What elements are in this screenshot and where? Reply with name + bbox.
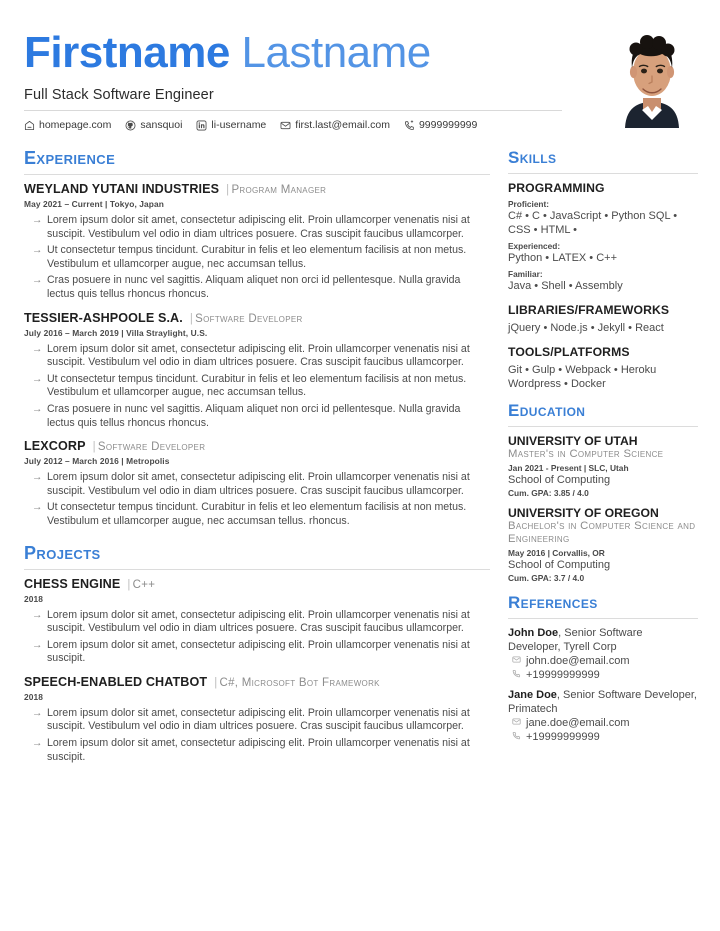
skill-category: PROGRAMMING bbox=[508, 181, 605, 195]
projects-heading: Projects bbox=[24, 542, 101, 563]
entry-bullet bbox=[24, 707, 490, 734]
full-name bbox=[24, 26, 698, 80]
projects-entry-list bbox=[24, 577, 490, 765]
skill-group bbox=[508, 181, 698, 293]
reference-entry bbox=[508, 626, 698, 683]
entry-role bbox=[226, 184, 326, 196]
entry-role-label: Software Developer bbox=[195, 312, 303, 325]
skill-level-label: Experienced: bbox=[508, 241, 561, 251]
skill-level-label: Familiar: bbox=[508, 269, 543, 279]
skill-category: TOOLS/PLATFORMS bbox=[508, 345, 630, 359]
last-name: Lastname bbox=[241, 28, 431, 77]
references-heading: References bbox=[508, 592, 598, 612]
contact-homepage[interactable] bbox=[24, 119, 111, 131]
entry-bullet bbox=[24, 274, 490, 301]
sidebar-column bbox=[504, 148, 698, 773]
entry-bullet-text: Cras posuere in nunc vel sagittis. Aliquam aliquet non orci id pellentesque. Nulla gravida lectus quis tellus rhoncus rhoncus. bbox=[47, 274, 461, 300]
references-rule bbox=[508, 618, 698, 619]
entry-role-separator: | bbox=[226, 184, 230, 196]
contact-github[interactable] bbox=[125, 119, 182, 131]
contact-linkedin[interactable] bbox=[196, 119, 266, 131]
entry-organization: LEXCORP bbox=[24, 439, 86, 454]
entry-bullet bbox=[24, 609, 490, 636]
education-department: School of Computing bbox=[508, 558, 611, 571]
entry-title-row bbox=[24, 182, 490, 196]
entry-role bbox=[93, 441, 206, 453]
arrow-bullet-icon: → bbox=[32, 638, 43, 651]
home-icon bbox=[24, 120, 35, 131]
entry-organization: SPEECH-ENABLED CHATBOT bbox=[24, 674, 208, 689]
education-section bbox=[508, 401, 698, 583]
arrow-bullet-icon: → bbox=[32, 706, 43, 719]
entry-bullet bbox=[24, 737, 490, 764]
entry-role bbox=[214, 677, 380, 689]
education-department: School of Computing bbox=[508, 473, 611, 486]
arrow-bullet-icon: → bbox=[32, 274, 43, 287]
entry-bullet bbox=[24, 214, 490, 241]
skills-section bbox=[508, 148, 698, 391]
entry-role bbox=[190, 313, 303, 325]
references-section bbox=[508, 593, 698, 745]
entry-title-row bbox=[24, 311, 490, 325]
entry-organization: WEYLAND YUTANI INDUSTRIES bbox=[24, 182, 220, 196]
entry-role-separator: | bbox=[214, 676, 218, 689]
reference-name: Jane Doe bbox=[508, 688, 557, 701]
first-name: Firstname bbox=[24, 28, 230, 77]
arrow-bullet-icon: → bbox=[32, 471, 43, 484]
phone-icon bbox=[512, 668, 521, 683]
entry-bullet-list bbox=[24, 214, 490, 302]
skill-item-list: C# • C • JavaScript • Python SQL • CSS • HTML • bbox=[508, 210, 678, 236]
entry-bullet-list bbox=[24, 609, 490, 666]
entry-bullet bbox=[24, 639, 490, 666]
education-gpa: Cum. GPA: 3.85 / 4.0 bbox=[508, 487, 589, 498]
entry-bullet bbox=[24, 343, 490, 370]
skill-item-list: Git • Gulp • Webpack • Heroku Wordpress • Docker bbox=[508, 364, 657, 390]
resume-entry bbox=[24, 577, 490, 666]
entry-role-separator: | bbox=[127, 578, 131, 591]
reference-name-title bbox=[508, 626, 698, 654]
skills-group-list bbox=[508, 181, 698, 391]
entry-bullet-text: Lorem ipsum dolor sit amet, consectetur adipiscing elit. Proin ullamcorper venenatis nisi at suscipit. bbox=[47, 638, 470, 665]
experience-section bbox=[24, 148, 490, 529]
entry-bullet-list bbox=[24, 471, 490, 528]
entry-meta: 2018 bbox=[24, 691, 44, 702]
resume-entry bbox=[24, 311, 490, 431]
entry-role-separator: | bbox=[92, 441, 96, 454]
entry-meta: July 2012 – March 2016 | Metropolis bbox=[24, 456, 170, 467]
resume-entry bbox=[24, 182, 490, 302]
arrow-bullet-icon: → bbox=[32, 244, 43, 257]
reference-title: , Senior Software Developer, Tyrell Corp bbox=[508, 626, 643, 653]
reference-email-label: john.doe@email.com bbox=[526, 654, 630, 667]
entry-bullet-text: Cras posuere in nunc vel sagittis. Aliquam aliquet non orci id pellentesque. Nulla gravida lectus quis tellus rhoncus rhoncus. bbox=[47, 402, 461, 429]
github-icon bbox=[125, 120, 136, 131]
entry-role-label: Program Manager bbox=[231, 184, 327, 196]
reference-title: , Senior Software Developer, Primatech bbox=[508, 688, 697, 715]
entry-bullet-list bbox=[24, 707, 490, 764]
linkedin-icon bbox=[196, 120, 207, 131]
education-school: UNIVERSITY OF UTAH bbox=[508, 434, 638, 448]
contact-phone[interactable] bbox=[404, 119, 477, 131]
entry-bullet-text: Ut consectetur tempus tincidunt. Curabitur in felis et leo elementum facilisis at non metus. Vestibulum et ullamcorper augue, nec accumsan tellus. rhoncus. bbox=[47, 501, 467, 527]
education-meta: May 2016 | Corvallis, OR bbox=[508, 547, 605, 558]
contact-email[interactable] bbox=[280, 119, 390, 131]
skill-item-list: jQuery • Node.js • Jekyll • React bbox=[508, 322, 664, 334]
experience-entry-list bbox=[24, 182, 490, 529]
contact-phone-label: 9999999999 bbox=[418, 119, 478, 131]
arrow-bullet-icon: → bbox=[32, 608, 43, 621]
main-column bbox=[24, 148, 504, 773]
contact-row bbox=[24, 119, 698, 131]
entry-bullet bbox=[24, 244, 490, 271]
skill-level-label: Proficient: bbox=[508, 199, 550, 209]
skills-rule bbox=[508, 173, 698, 174]
projects-rule bbox=[24, 569, 490, 570]
reference-entry bbox=[508, 688, 698, 745]
education-entry-list bbox=[508, 434, 698, 583]
projects-section bbox=[24, 543, 490, 765]
skill-group bbox=[508, 345, 698, 391]
arrow-bullet-icon: → bbox=[32, 402, 43, 415]
reference-email-label: jane.doe@email.com bbox=[526, 716, 630, 729]
education-meta: Jan 2021 - Present | SLC, Utah bbox=[508, 462, 629, 473]
avatar bbox=[602, 24, 702, 132]
entry-bullet bbox=[24, 471, 490, 498]
education-entry bbox=[508, 506, 698, 583]
entry-role-label: C#, Microsoft Bot Framework bbox=[219, 676, 380, 689]
envelope-icon bbox=[512, 716, 521, 731]
entry-role bbox=[127, 579, 155, 591]
entry-bullet-text: Ut consectetur tempus tincidunt. Curabitur in felis et leo elementum facilisis at non metus. Vestibulum et ullamcorper augue, nec accumsan tellus. bbox=[47, 372, 467, 399]
entry-meta: July 2016 – March 2019 | Villa Straylight, U.S. bbox=[24, 327, 208, 338]
entry-role-label: C++ bbox=[132, 578, 156, 591]
entry-bullet-text: Lorem ipsum dolor sit amet, consectetur adipiscing elit. Proin ullamcorper venenatis nisi at suscipit. Vestibulum vel odio in diam ultrices posuere. Cras suscipit faucibus ullamcorper. bbox=[47, 706, 470, 733]
contact-homepage-label: homepage.com bbox=[39, 119, 112, 131]
reference-email[interactable] bbox=[508, 716, 698, 731]
experience-rule bbox=[24, 174, 490, 175]
contact-github-label: sansquoi bbox=[140, 119, 183, 131]
skill-item-list: Python • LATEX • C++ bbox=[508, 252, 617, 264]
entry-title-row bbox=[24, 675, 490, 689]
reference-phone-label: +19999999999 bbox=[526, 731, 600, 743]
entry-bullet-list bbox=[24, 343, 490, 431]
arrow-bullet-icon: → bbox=[32, 214, 43, 226]
reference-email[interactable] bbox=[508, 654, 698, 669]
education-school: UNIVERSITY OF OREGON bbox=[508, 505, 659, 520]
resume-entry bbox=[24, 675, 490, 764]
education-rule bbox=[508, 426, 698, 427]
contact-linkedin-label: li-username bbox=[211, 119, 267, 131]
entry-bullet-text: Lorem ipsum dolor sit amet, consectetur adipiscing elit. Proin ullamcorper venenatis nisi at suscipit. bbox=[47, 737, 470, 763]
entry-bullet bbox=[24, 501, 490, 528]
references-entry-list bbox=[508, 626, 698, 745]
resume-header bbox=[24, 26, 698, 148]
entry-meta: May 2021 – Current | Tokyo, Japan bbox=[24, 199, 165, 209]
entry-bullet bbox=[24, 373, 490, 400]
entry-organization: CHESS ENGINE bbox=[24, 576, 121, 591]
experience-heading: Experience bbox=[24, 148, 116, 168]
arrow-bullet-icon: → bbox=[32, 372, 43, 385]
skill-category: LIBRARIES/FRAMEWORKS bbox=[508, 303, 670, 317]
phone-icon bbox=[512, 730, 521, 745]
envelope-icon bbox=[280, 120, 291, 131]
reference-phone-label: +19999999999 bbox=[526, 669, 600, 681]
entry-organization: TESSIER-ASHPOOLE S.A. bbox=[24, 310, 183, 325]
education-degree: Master's in Computer Science bbox=[508, 448, 664, 460]
education-entry bbox=[508, 434, 698, 498]
phone-icon bbox=[404, 120, 415, 131]
arrow-bullet-icon: → bbox=[32, 737, 43, 750]
entry-title-row bbox=[24, 439, 490, 453]
reference-name-title bbox=[508, 688, 698, 716]
entry-role-label: Software Developer bbox=[97, 441, 206, 454]
entry-role-separator: | bbox=[189, 312, 194, 325]
contact-email-label: first.last@email.com bbox=[295, 119, 390, 131]
resume-entry bbox=[24, 439, 490, 528]
skill-item-list: Java • Shell • Assembly bbox=[508, 280, 623, 292]
entry-title-row bbox=[24, 577, 490, 591]
arrow-bullet-icon: → bbox=[32, 342, 43, 355]
entry-bullet bbox=[24, 403, 490, 430]
header-divider bbox=[24, 110, 562, 111]
reference-name: John Doe bbox=[508, 626, 559, 639]
resume-body bbox=[24, 148, 698, 773]
skills-heading: Skills bbox=[508, 148, 557, 167]
education-gpa: Cum. GPA: 3.7 / 4.0 bbox=[508, 572, 585, 583]
reference-phone[interactable] bbox=[508, 730, 698, 745]
entry-meta: 2018 bbox=[24, 593, 44, 604]
job-title-subtitle: Full Stack Software Engineer bbox=[24, 87, 214, 103]
arrow-bullet-icon: → bbox=[32, 501, 43, 514]
entry-bullet-text: Lorem ipsum dolor sit amet, consectetur adipiscing elit. Proin ullamcorper venenatis nisi at suscipit. Vestibulum vel odio in diam ultrices posuere. Cras suscipit faucibus ullamcorper. bbox=[47, 608, 470, 635]
entry-bullet-text: Ut consectetur tempus tincidunt. Curabitur in felis et leo elementum facilisis at non metus. Vestibulum et ullamcorper augue, nec accumsan tellus. bbox=[47, 244, 467, 270]
skill-group bbox=[508, 303, 698, 335]
entry-bullet-text: Lorem ipsum dolor sit amet, consectetur adipiscing elit. Proin ullamcorper venenatis nisi at suscipit. Vestibulum vel odio in diam ultrices posuere. Cras suscipit faucibus ullamcorper. bbox=[47, 214, 470, 240]
education-degree: Bachelor's in Computer Science and Engineering bbox=[508, 519, 696, 545]
envelope-icon bbox=[512, 654, 521, 669]
entry-bullet-text: Lorem ipsum dolor sit amet, consectetur adipiscing elit. Proin ullamcorper venenatis nisi at suscipit. Vestibulum vel odio in diam ultrices posuere. Cras suscipit faucibus ullamcorper. bbox=[47, 471, 470, 497]
entry-bullet-text: Lorem ipsum dolor sit amet, consectetur adipiscing elit. Proin ullamcorper venenatis nisi at suscipit. Vestibulum vel odio in diam ultrices posuere. Cras suscipit faucibus ullamcorper. bbox=[47, 342, 470, 369]
reference-phone[interactable] bbox=[508, 668, 698, 683]
education-heading: Education bbox=[508, 401, 586, 420]
